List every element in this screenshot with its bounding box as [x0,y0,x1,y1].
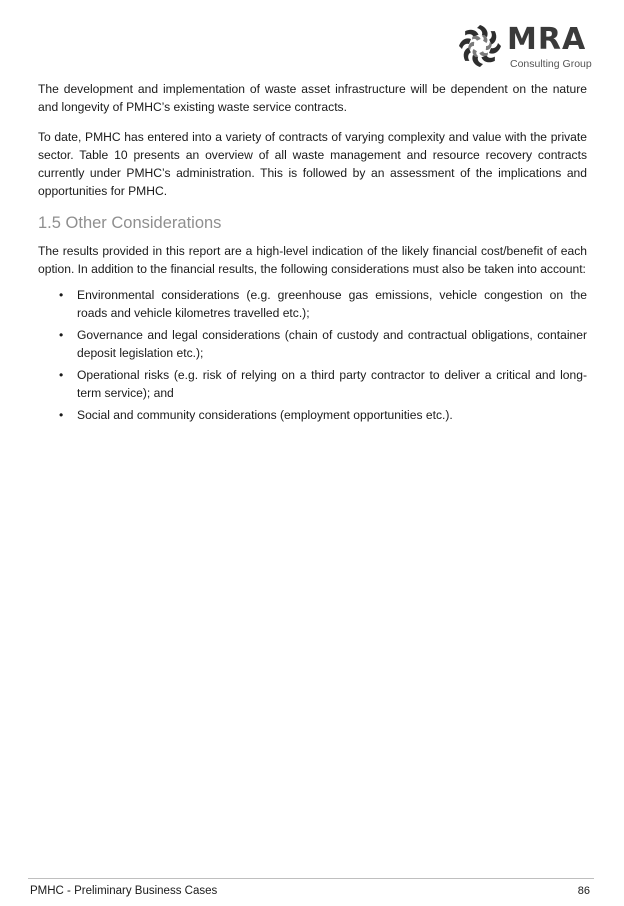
mra-logo-icon [456,22,504,70]
list-item-text: Operational risks (e.g. risk of relying on a third party contractor to deliver a critical and long-term service); and [77,368,587,400]
bullet-icon: • [59,288,64,302]
logo-subtitle: Consulting Group [510,58,592,70]
considerations-list [38,286,587,424]
paragraph-infrastructure: The development and implementation of waste asset infrastructure will be dependent on the nature and longevity of PMHC’s existing waste service contracts. [38,82,587,114]
page-body [38,80,587,428]
page-number: 86 [577,885,590,897]
paragraph-results: The results provided in this report are a high-level indication of the likely financial cost/benefit of each option. In addition to the financial results, the following considerations must also be taken into account: [38,244,587,276]
bullet-icon: • [59,408,64,422]
list-item [38,326,587,362]
section-heading: 1.5 Other Considerations [38,214,222,232]
paragraph-contracts: To date, PMHC has entered into a variety of contracts of varying complexity and value with the private sector. Table 10 presents an overview of all waste management and resource recovery contracts currently under PMHC’s administration. This is followed by an assessment of the implications and opportunities for PMHC. [38,130,587,198]
footer-divider [28,878,594,879]
footer-document-title: PMHC - Preliminary Business Cases [30,885,218,897]
list-item [38,286,587,322]
logo-brand-text: MRA [507,22,587,57]
list-item [38,366,587,402]
bullet-icon: • [59,368,64,382]
mra-logo [456,22,596,76]
list-item-text: Governance and legal considerations (chain of custody and contractual obligations, container deposit legislation etc.); [77,328,587,360]
list-item-text: Environmental considerations (e.g. greenhouse gas emissions, vehicle congestion on the roads and vehicle kilometres travelled etc.); [77,288,587,320]
bullet-icon: • [59,328,64,342]
list-item-text: Social and community considerations (employment opportunities etc.). [77,408,453,422]
list-item [38,406,587,424]
